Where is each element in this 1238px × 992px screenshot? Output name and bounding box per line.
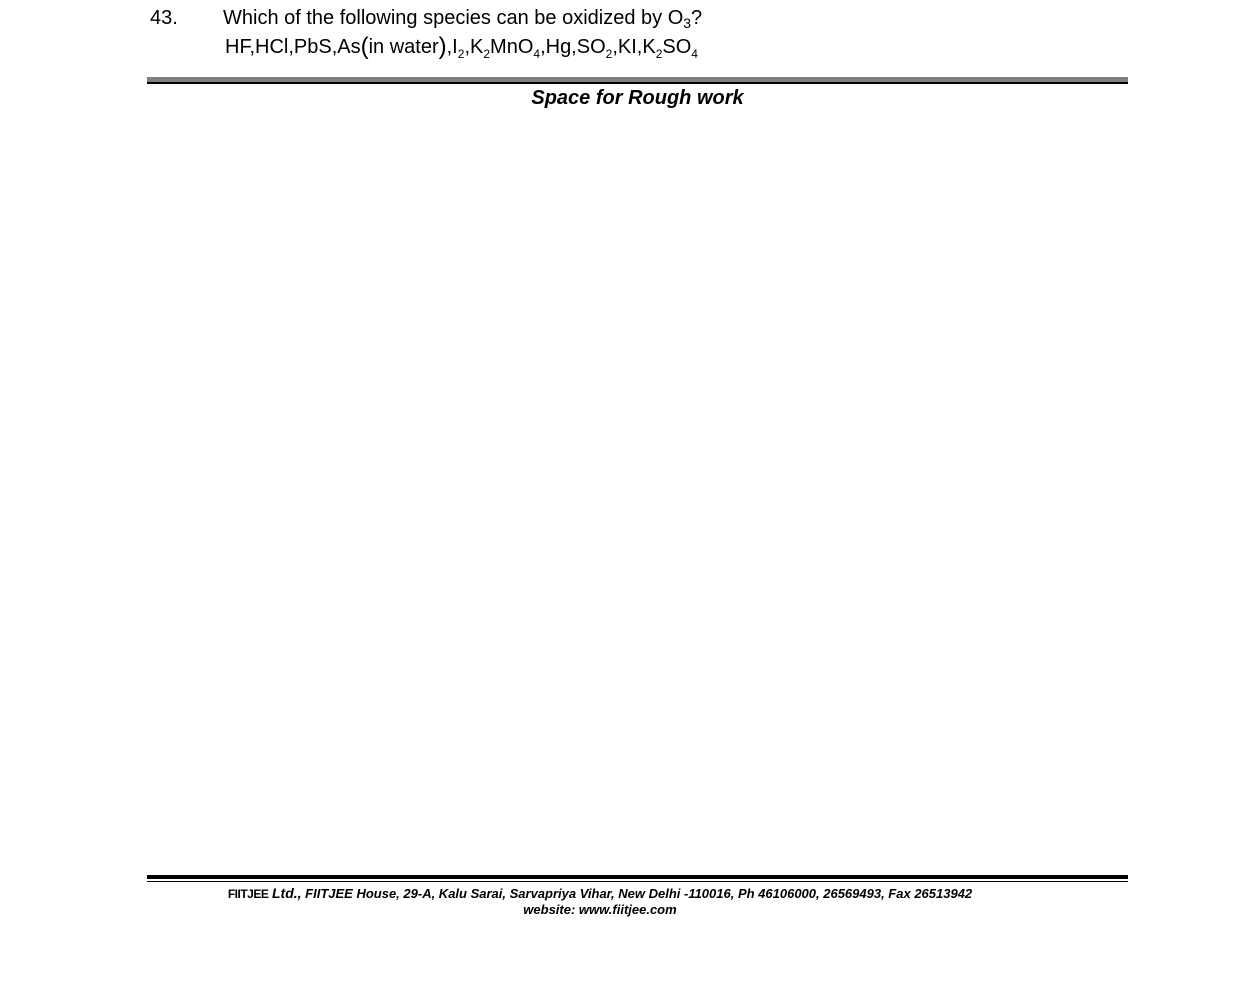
footer-brand: FIITJEE — [227, 887, 269, 901]
question-text-main: Which of the following species can be oxidized by O — [223, 7, 684, 29]
rough-work-label: Space for Rough work — [531, 87, 744, 109]
species-subscript: 2 — [655, 47, 663, 61]
species-item: ,KI,K — [612, 36, 656, 58]
species-item: HF,HCl,PbS,As — [225, 36, 361, 58]
species-item: SO — [662, 36, 692, 58]
footer-ltd: Ltd., — [271, 885, 302, 901]
footer-divider-thick — [147, 875, 1128, 879]
species-subscript: 4 — [691, 47, 698, 61]
species-paren-open: ( — [360, 33, 369, 60]
species-item: ,I — [446, 36, 458, 58]
species-paren-close: ) — [438, 33, 447, 60]
species-item: in water — [368, 36, 439, 58]
species-subscript: 2 — [457, 47, 465, 61]
species-list — [225, 33, 698, 60]
species-item: ,Hg,SO — [540, 36, 606, 58]
footer-divider-thin — [147, 881, 1128, 882]
footer-website: website: www.fiitjee.com — [523, 902, 677, 917]
question-text-end: ? — [691, 7, 703, 29]
species-subscript: 2 — [483, 47, 491, 61]
species-item: ,K — [464, 36, 484, 58]
species-item: MnO — [490, 36, 534, 58]
question-number: 43. — [150, 7, 178, 29]
question-text-subscript: 3 — [683, 15, 692, 31]
header-divider-black — [147, 82, 1128, 84]
question-text — [223, 6, 702, 30]
species-subscript: 4 — [533, 47, 541, 61]
species-subscript: 2 — [605, 47, 613, 61]
footer-address: FIITJEE House, 29-A, Kalu Sarai, Sarvapriya Vihar, New Delhi -110016, Ph 46106000, 26569493, Fax 26513942 — [305, 886, 973, 901]
